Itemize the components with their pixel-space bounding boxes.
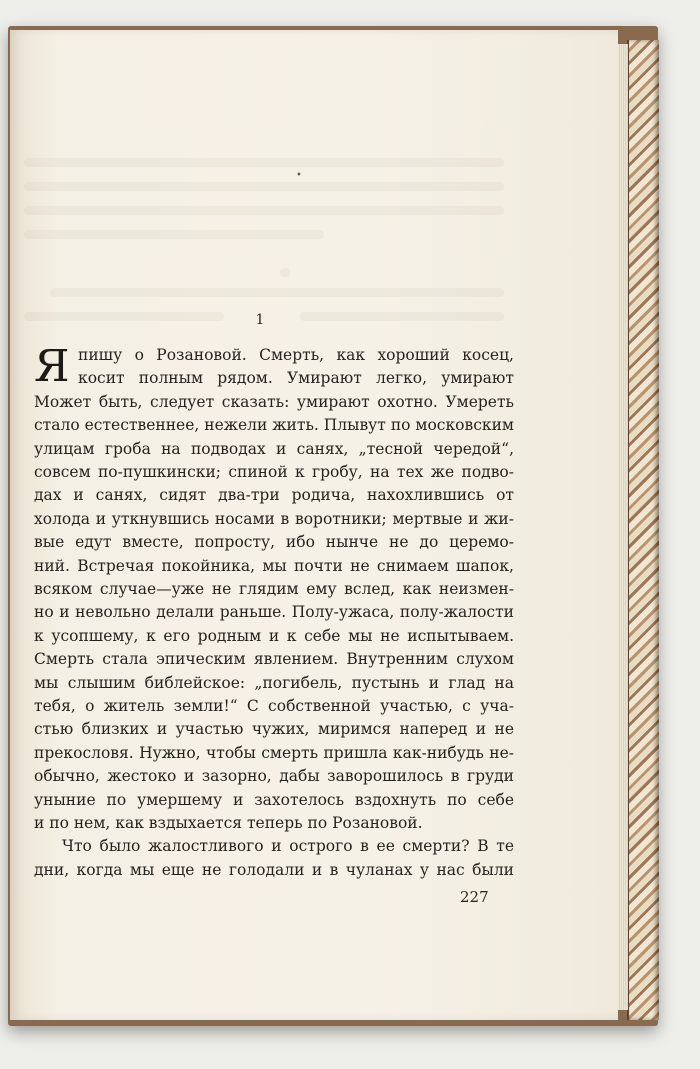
- text-line: тебя, о житель земли!“ С собственной участью, с уча-: [34, 697, 514, 715]
- text-line: совсем по-пушкински; спиной к гробу, на тех же подво-: [34, 463, 514, 481]
- text-line: мы слышим библейское: „погибель, пустынь и глад на: [34, 673, 514, 692]
- text-line: дни, когда мы еще не голодали и в чуланах у нас были: [34, 860, 514, 879]
- text-line: стало естественнее, нежели жить. Плывут по московским: [34, 416, 514, 435]
- text-line: косит полным рядом. Умирают легко, умирают: [78, 369, 514, 388]
- text-line: Смерть стала эпическим явлением. Внутренним слухом: [34, 650, 514, 669]
- text-line: ний. Встречая покойника, мы почти не снимаем шапок,: [34, 556, 514, 575]
- text-line: прекословя. Нужно, чтобы смерть пришла как-нибудь не-: [34, 743, 514, 762]
- text-line: но и невольно делали раньше. Полу-ужаса, полу-жалости: [34, 603, 514, 622]
- marbled-cover-edge: [627, 40, 659, 1020]
- text-line: обычно, жестоко и зазорно, дабы заворошилось в груди: [34, 767, 514, 786]
- text-line: к усопшему, к его родным и к себе мы не испытываем.: [34, 626, 514, 645]
- section-number: 1: [255, 312, 265, 328]
- text-line: холода и уткнувшись носами в воротники; мертвые и жи-: [34, 509, 514, 528]
- text-line: и по нем, как вздыхается теперь по Розановой.: [34, 814, 423, 832]
- text-line: Может быть, следует сказать: умирают охотно. Умереть: [34, 392, 514, 411]
- text-line: Что было жалостливого и острого в ее смерти? В те: [62, 837, 514, 856]
- text-line: дах и санях, сидят два-три родича, нахохлившись от: [34, 486, 514, 505]
- text-line: всяком случае—уже не глядим ему вслед, как неизмен-: [34, 580, 514, 598]
- text-line: стью близких и участью чужих, миримся наперед и не: [34, 720, 514, 739]
- text-line: уныние по умершему и захотелось вздохнуть по себе: [34, 790, 514, 809]
- drop-cap: Я: [34, 341, 70, 392]
- text-line: пишу о Розановой. Смерть, как хороший косец,: [78, 346, 514, 364]
- text-line: улицам гроба на подводах и санях, „тесной чередой“,: [34, 439, 514, 458]
- printers-mark: •: [296, 170, 302, 181]
- book-page: [10, 30, 618, 1020]
- text-line: вые едут вместе, попросту, ибо нынче не до церемо-: [34, 533, 514, 552]
- page-number: 227: [460, 888, 489, 906]
